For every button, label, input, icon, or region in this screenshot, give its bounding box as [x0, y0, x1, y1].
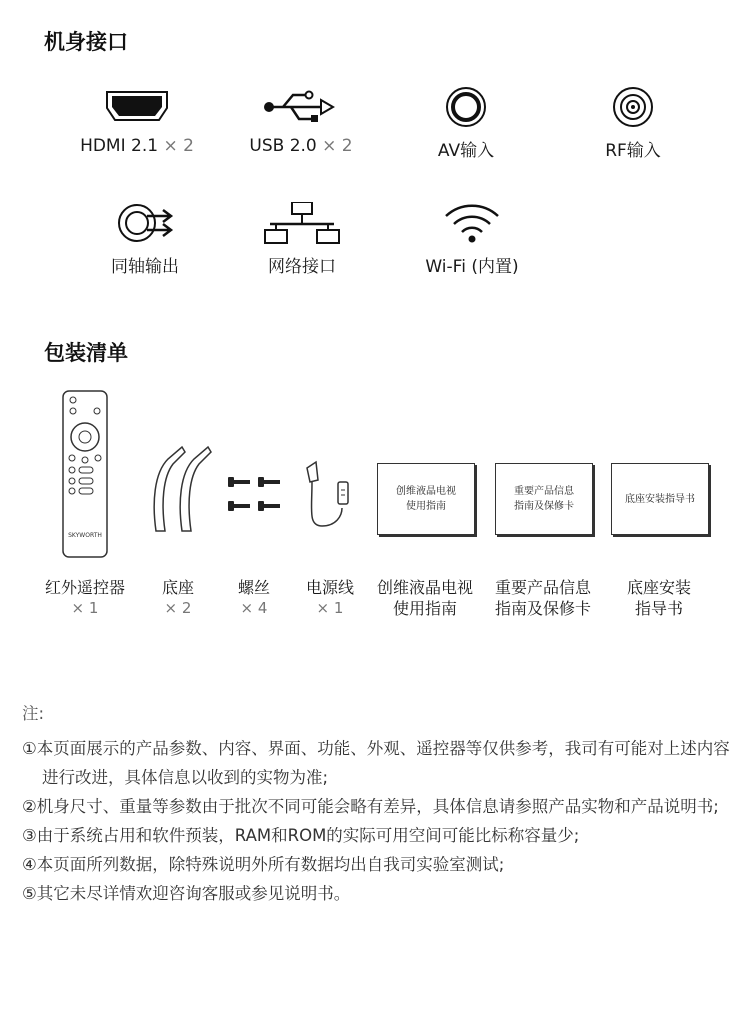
interface-label: USB 2.0 [249, 136, 317, 156]
booklet-text: 指南及保修卡 [514, 501, 574, 512]
package-item-name-line2: 使用指南 [392, 599, 457, 618]
stand-install-booklet [611, 463, 709, 535]
remote-control-image [62, 390, 108, 558]
notes-heading: 注: [22, 704, 45, 723]
package-item-warranty [488, 577, 598, 619]
package-item-remote [30, 577, 140, 619]
package-item-name-line2: 指导书 [634, 599, 683, 618]
wifi-icon [432, 202, 512, 246]
package-item-qty: × 4 [240, 599, 268, 617]
booklet-text: 重要产品信息 [514, 486, 574, 497]
package-item-name: 螺丝 [237, 578, 270, 597]
interface-label: HDMI 2.1 [80, 136, 159, 156]
note-item: ⑤其它未尽详情欢迎咨询客服或参见说明书。 [22, 884, 351, 903]
package-item-name: 重要产品信息 [494, 578, 591, 597]
notes-section [22, 700, 732, 908]
note-item: ②机身尺寸、重量等参数由于批次不同可能会略有差异，具体信息请参照产品实物和产品说明书; [22, 797, 719, 816]
interface-label: AV输入 [437, 141, 495, 161]
note-item: ①本页面展示的产品参数、内容、界面、功能、外观、遥控器等仅供参考，我司有可能对上述内容进行改进，具体信息以收到的实物为准; [22, 739, 730, 787]
package-item-name: 底座 [161, 578, 194, 597]
package-title: 包装清单 [44, 341, 128, 365]
package-item-qty: × 1 [71, 599, 99, 617]
coaxial-output-icon [105, 202, 185, 246]
note-item: ④本页面所列数据，除特殊说明外所有数据均出自我司实验室测试; [22, 855, 505, 874]
stand-icon [146, 443, 214, 535]
interface-ethernet [222, 202, 382, 277]
package-item-name: 底座安装 [626, 578, 691, 597]
interface-hdmi [57, 86, 217, 156]
remote-brand-logo: SKYWORTH [68, 532, 102, 539]
package-item-name: 红外遥控器 [44, 578, 125, 597]
package-item-qty: × 2 [164, 599, 192, 617]
interface-wifi [392, 202, 552, 277]
package-item-install-guide [604, 577, 714, 619]
interfaces-title: 机身接口 [44, 30, 128, 54]
stand-image [146, 443, 214, 535]
interface-multiplier: × 2 [158, 136, 194, 156]
power-cord-icon [302, 460, 354, 532]
interface-label: RF输入 [605, 141, 661, 161]
package-item-name-line2: 指南及保修卡 [494, 599, 591, 618]
interface-coax [65, 202, 225, 277]
package-item-name: 电源线 [305, 578, 354, 597]
av-port-icon [426, 86, 506, 130]
package-item-screws [216, 577, 292, 619]
rf-port-icon [593, 86, 673, 130]
interface-label: 同轴输出 [111, 257, 179, 277]
interface-usb [221, 86, 381, 156]
network-icon [262, 202, 342, 246]
note-item: ③由于系统占用和软件预装，RAM和ROM的实际可用空间可能比标称容量少; [22, 826, 580, 845]
screw-icon [226, 471, 282, 519]
interface-av [386, 86, 546, 161]
booklet-text: 创维液晶电视 [396, 486, 456, 497]
package-item-stand [140, 577, 216, 619]
interface-label: Wi-Fi (内置) [425, 257, 519, 277]
booklet-text: 底座安装指导书 [625, 493, 695, 505]
package-item-power-cord [292, 577, 368, 619]
user-guide-booklet [377, 463, 475, 535]
package-item-qty: × 1 [316, 599, 344, 617]
interface-multiplier: × 2 [316, 136, 353, 156]
package-item-name: 创维液晶电视 [376, 578, 473, 597]
hdmi-port-icon [97, 86, 177, 130]
screws-image [226, 471, 282, 519]
booklet-text: 使用指南 [406, 501, 446, 512]
usb-icon [261, 86, 341, 130]
power-cord-image [302, 460, 354, 532]
interface-label: 网络接口 [268, 257, 336, 277]
package-item-user-guide [370, 577, 480, 619]
warranty-booklet [495, 463, 593, 535]
interface-rf [553, 86, 713, 161]
